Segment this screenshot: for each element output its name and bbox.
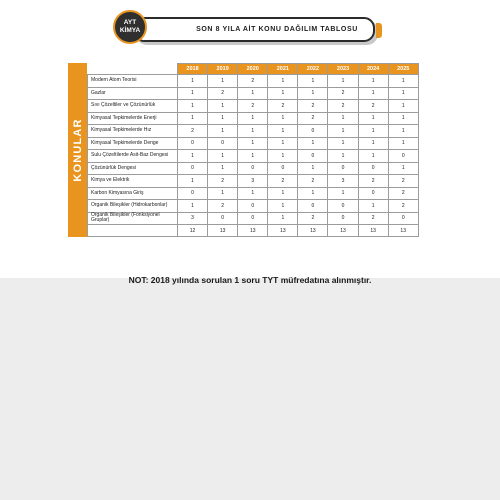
count-cell: 0 bbox=[208, 137, 238, 150]
table-row bbox=[88, 150, 419, 163]
count-cell: 2 bbox=[268, 100, 298, 113]
count-cell: 0 bbox=[298, 125, 328, 138]
count-cell: 1 bbox=[178, 100, 208, 113]
count-cell: 1 bbox=[358, 150, 388, 163]
count-cell: 2 bbox=[268, 175, 298, 188]
count-cell: 1 bbox=[208, 125, 238, 138]
count-cell: 1 bbox=[268, 112, 298, 125]
footnote: NOT: 2018 yılında sorulan 1 soru TYT müfredatına alınmıştır. bbox=[128, 275, 372, 285]
table-row bbox=[88, 175, 419, 188]
count-cell: 3 bbox=[178, 212, 208, 225]
count-cell: 1 bbox=[268, 75, 298, 88]
count-cell: 1 bbox=[238, 137, 268, 150]
table-row bbox=[88, 137, 419, 150]
total-cell: 12 bbox=[178, 225, 208, 237]
count-cell: 2 bbox=[238, 75, 268, 88]
total-cell: 13 bbox=[298, 225, 328, 237]
count-cell: 2 bbox=[178, 125, 208, 138]
topic-cell: Kimyasal Tepkimelerde Denge bbox=[88, 137, 178, 150]
count-cell: 1 bbox=[298, 137, 328, 150]
count-cell: 0 bbox=[328, 212, 358, 225]
topic-cell: Sıvı Çözeltiler ve Çözünürlük bbox=[88, 100, 178, 113]
count-cell: 2 bbox=[358, 175, 388, 188]
count-cell: 0 bbox=[388, 150, 418, 163]
topics-side-label: KONULAR bbox=[71, 118, 84, 182]
count-cell: 1 bbox=[268, 87, 298, 100]
count-cell: 1 bbox=[328, 75, 358, 88]
count-cell: 2 bbox=[208, 175, 238, 188]
count-cell: 2 bbox=[208, 87, 238, 100]
count-cell: 0 bbox=[358, 187, 388, 200]
count-cell: 1 bbox=[268, 212, 298, 225]
count-cell: 1 bbox=[208, 100, 238, 113]
topic-cell: Modern Atom Teorisi bbox=[88, 75, 178, 88]
year-header: 2021 bbox=[268, 64, 298, 75]
table-row bbox=[88, 87, 419, 100]
count-cell: 0 bbox=[298, 150, 328, 163]
count-cell: 1 bbox=[388, 87, 418, 100]
count-cell: 2 bbox=[388, 200, 418, 213]
count-cell: 1 bbox=[298, 87, 328, 100]
table-row bbox=[88, 187, 419, 200]
count-cell: 1 bbox=[178, 75, 208, 88]
count-cell: 1 bbox=[298, 162, 328, 175]
count-cell: 0 bbox=[238, 212, 268, 225]
subject-badge bbox=[113, 10, 147, 44]
count-cell: 1 bbox=[208, 187, 238, 200]
count-cell: 3 bbox=[328, 175, 358, 188]
count-cell: 2 bbox=[298, 100, 328, 113]
count-cell: 0 bbox=[298, 200, 328, 213]
count-cell: 0 bbox=[178, 162, 208, 175]
count-cell: 2 bbox=[358, 212, 388, 225]
total-cell: 13 bbox=[208, 225, 238, 237]
count-cell: 2 bbox=[328, 87, 358, 100]
count-cell: 1 bbox=[298, 187, 328, 200]
table-row bbox=[88, 200, 419, 213]
count-cell: 1 bbox=[238, 125, 268, 138]
count-cell: 1 bbox=[178, 87, 208, 100]
page-title: SON 8 YILA AİT KONU DAĞILIM TABLOSU bbox=[196, 26, 358, 33]
count-cell: 0 bbox=[388, 212, 418, 225]
count-cell: 2 bbox=[238, 100, 268, 113]
topic-cell: Sulu Çözeltilerde Asit-Baz Dengesi bbox=[88, 150, 178, 163]
count-cell: 1 bbox=[208, 162, 238, 175]
total-cell: 13 bbox=[268, 225, 298, 237]
year-header: 2020 bbox=[238, 64, 268, 75]
topic-cell: Organik Bileşikler (Hidrokarbonlar) bbox=[88, 200, 178, 213]
count-cell: 0 bbox=[178, 187, 208, 200]
count-cell: 0 bbox=[208, 212, 238, 225]
count-cell: 1 bbox=[328, 187, 358, 200]
count-cell: 1 bbox=[388, 137, 418, 150]
count-cell: 2 bbox=[388, 175, 418, 188]
count-cell: 1 bbox=[358, 200, 388, 213]
count-cell: 1 bbox=[208, 150, 238, 163]
count-cell: 1 bbox=[388, 162, 418, 175]
table-row bbox=[88, 212, 419, 225]
total-cell: 13 bbox=[388, 225, 418, 237]
badge-subject: KİMYA bbox=[119, 27, 141, 34]
year-header: 2022 bbox=[298, 64, 328, 75]
topic-cell: Organik Bileşikler (Fonksiyonel Gruplar) bbox=[88, 212, 178, 225]
count-cell: 1 bbox=[178, 150, 208, 163]
table-row bbox=[88, 162, 419, 175]
count-cell: 1 bbox=[328, 137, 358, 150]
count-cell: 1 bbox=[388, 112, 418, 125]
table-row bbox=[88, 75, 419, 88]
count-cell: 2 bbox=[298, 175, 328, 188]
total-cell: 13 bbox=[238, 225, 268, 237]
count-cell: 0 bbox=[238, 200, 268, 213]
year-header-row bbox=[88, 64, 419, 75]
topic-cell: Karbon Kimyasına Giriş bbox=[88, 187, 178, 200]
total-cell: 13 bbox=[358, 225, 388, 237]
count-cell: 1 bbox=[238, 87, 268, 100]
topic-cell: Kimyasal Tepkimelerde Hız bbox=[88, 125, 178, 138]
count-cell: 1 bbox=[358, 75, 388, 88]
count-cell: 1 bbox=[208, 112, 238, 125]
title-bar bbox=[133, 17, 375, 42]
count-cell: 0 bbox=[328, 200, 358, 213]
distribution-table bbox=[87, 63, 419, 237]
count-cell: 1 bbox=[268, 150, 298, 163]
count-cell: 1 bbox=[358, 125, 388, 138]
totals-blank-cell bbox=[88, 225, 178, 237]
count-cell: 1 bbox=[358, 137, 388, 150]
count-cell: 1 bbox=[178, 175, 208, 188]
count-cell: 2 bbox=[298, 212, 328, 225]
count-cell: 0 bbox=[328, 162, 358, 175]
count-cell: 1 bbox=[328, 150, 358, 163]
topics-side-header bbox=[68, 63, 87, 237]
year-header: 2023 bbox=[328, 64, 358, 75]
count-cell: 1 bbox=[388, 100, 418, 113]
count-cell: 0 bbox=[358, 162, 388, 175]
count-cell: 0 bbox=[238, 162, 268, 175]
count-cell: 1 bbox=[298, 75, 328, 88]
count-cell: 1 bbox=[178, 200, 208, 213]
count-cell: 2 bbox=[358, 100, 388, 113]
year-header: 2019 bbox=[208, 64, 238, 75]
count-cell: 1 bbox=[358, 112, 388, 125]
count-cell: 1 bbox=[238, 150, 268, 163]
count-cell: 1 bbox=[268, 125, 298, 138]
count-cell: 2 bbox=[328, 100, 358, 113]
totals-row bbox=[88, 225, 419, 237]
year-header: 2018 bbox=[178, 64, 208, 75]
total-cell: 13 bbox=[328, 225, 358, 237]
count-cell: 1 bbox=[208, 75, 238, 88]
count-cell: 2 bbox=[388, 187, 418, 200]
count-cell: 1 bbox=[358, 87, 388, 100]
year-header: 2024 bbox=[358, 64, 388, 75]
table-row bbox=[88, 125, 419, 138]
badge-exam: AYT bbox=[123, 19, 137, 26]
count-cell: 1 bbox=[238, 187, 268, 200]
title-accent bbox=[376, 23, 382, 38]
count-cell: 1 bbox=[268, 137, 298, 150]
count-cell: 1 bbox=[388, 75, 418, 88]
count-cell: 0 bbox=[268, 162, 298, 175]
topic-cell: Çözünürlük Dengesi bbox=[88, 162, 178, 175]
count-cell: 1 bbox=[328, 125, 358, 138]
table-row bbox=[88, 112, 419, 125]
count-cell: 1 bbox=[328, 112, 358, 125]
count-cell: 2 bbox=[208, 200, 238, 213]
header-blank-cell bbox=[88, 64, 178, 75]
table-row bbox=[88, 100, 419, 113]
count-cell: 3 bbox=[238, 175, 268, 188]
year-header: 2025 bbox=[388, 64, 418, 75]
count-cell: 1 bbox=[238, 112, 268, 125]
topic-cell: Kimya ve Elektrik bbox=[88, 175, 178, 188]
topic-cell: Kimyasal Tepkimelerde Enerji bbox=[88, 112, 178, 125]
count-cell: 0 bbox=[178, 137, 208, 150]
header-banner bbox=[113, 10, 375, 44]
count-cell: 1 bbox=[268, 200, 298, 213]
topic-cell: Gazlar bbox=[88, 87, 178, 100]
count-cell: 1 bbox=[178, 112, 208, 125]
count-cell: 1 bbox=[388, 125, 418, 138]
count-cell: 2 bbox=[298, 112, 328, 125]
count-cell: 1 bbox=[268, 187, 298, 200]
